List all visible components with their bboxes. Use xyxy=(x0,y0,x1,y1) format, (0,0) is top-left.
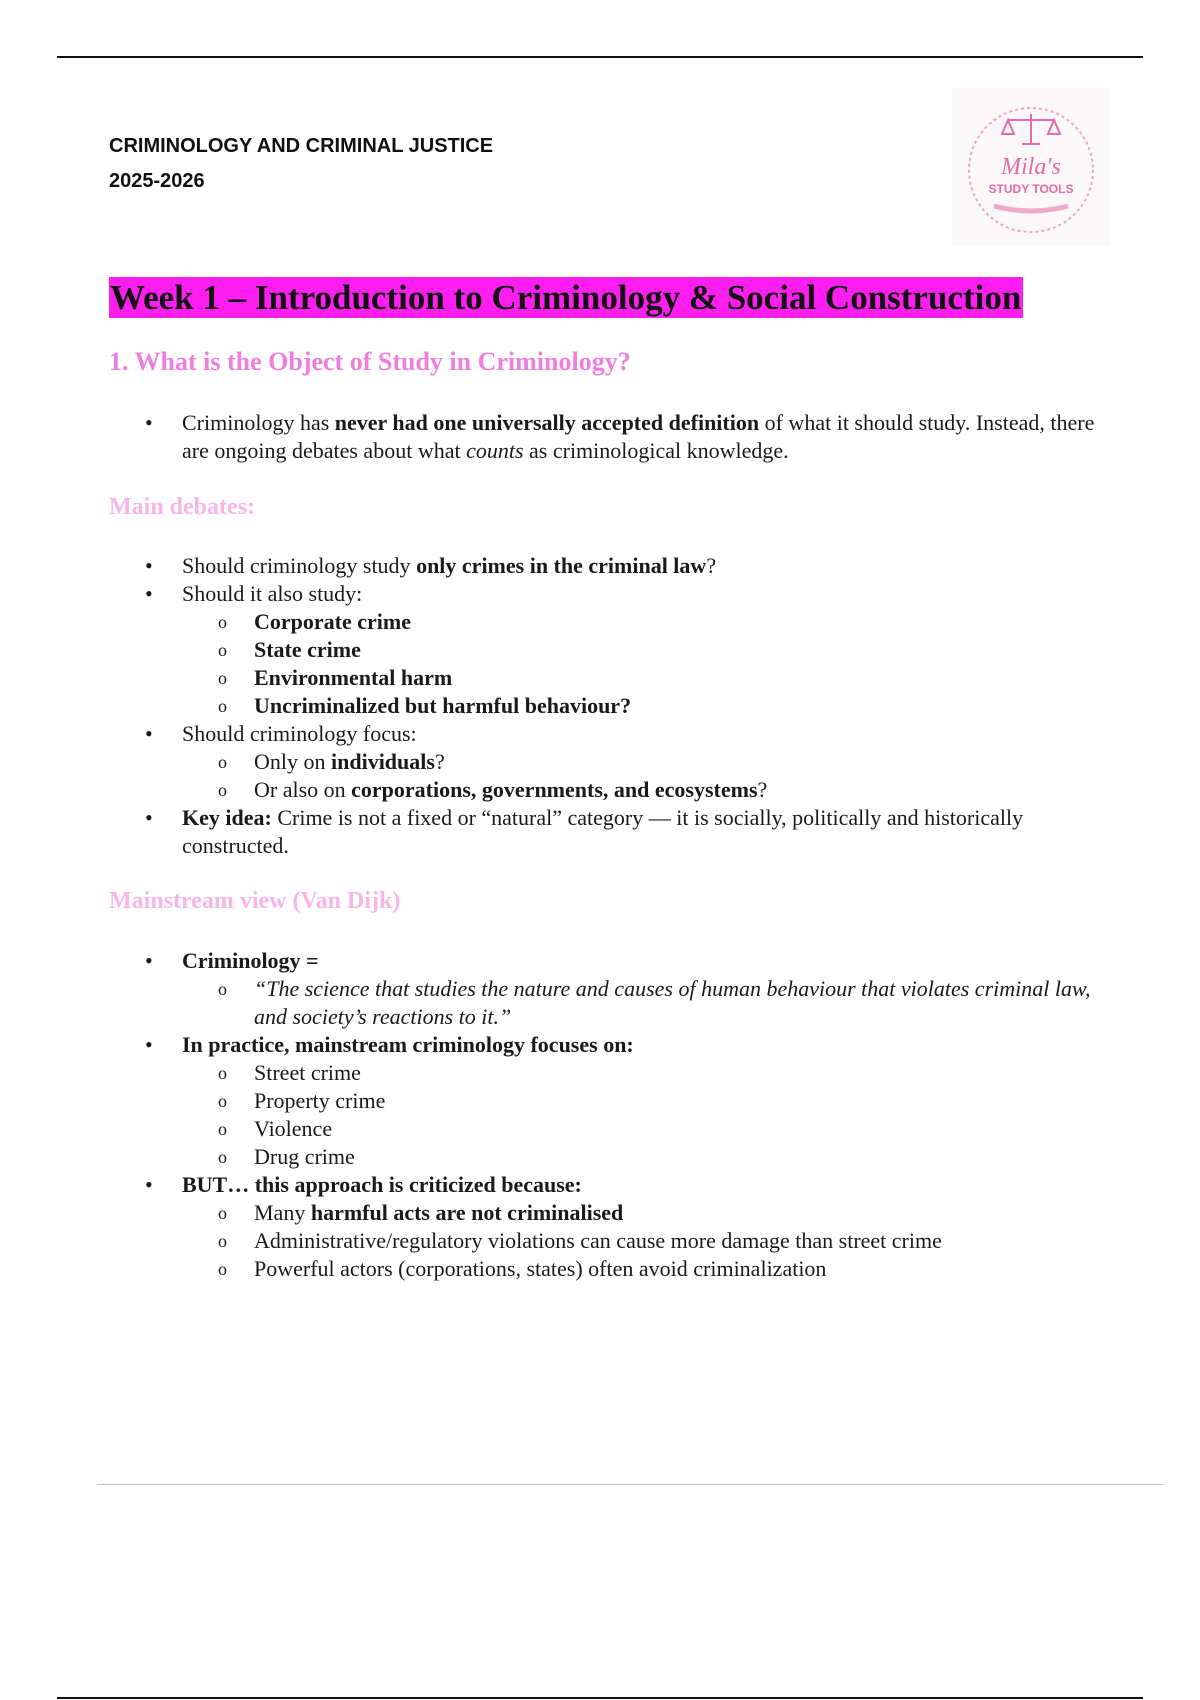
logo-tagline: STUDY TOOLS xyxy=(988,182,1074,196)
definition-quote: o “The science that studies the nature and causes of human behaviour that violates criminal law, and society’s reactions to it.” xyxy=(145,975,1125,1031)
course-title: CRIMINOLOGY AND CRIMINAL JUSTICE xyxy=(109,135,494,157)
bottom-rule xyxy=(57,1697,1143,1699)
list-subitem: o Uncriminalized but harmful behaviour? xyxy=(145,692,1125,720)
list-subitem: o Powerful actors (corporations, states) often avoid criminalization xyxy=(145,1255,1125,1283)
list-item: • Criminology has never had one universally accepted definition of what it should study. Instead, there are ongoing debates about what counts as criminological knowledge. xyxy=(145,409,1125,465)
mainstream-list xyxy=(145,947,1125,1283)
list-item-key-idea: • Key idea: Crime is not a fixed or “natural” category — it is socially, politically and historically constructed. xyxy=(145,804,1125,860)
list-subitem: o Many harmful acts are not criminalised xyxy=(145,1199,1125,1227)
list-item: • Criminology = xyxy=(145,947,1125,975)
section-heading-object-of-study: 1. What is the Object of Study in Criminology? xyxy=(109,347,631,376)
subheading-mainstream-view: Mainstream view (Van Dijk) xyxy=(109,888,401,914)
list-subitem: o Only on individuals? xyxy=(145,748,1125,776)
list-item: • Should criminology study only crimes in the criminal law? xyxy=(145,552,1125,580)
subheading-main-debates: Main debates: xyxy=(109,494,255,520)
logo-name: Mila's xyxy=(1001,154,1061,180)
list-subitem: o State crime xyxy=(145,636,1125,664)
list-item: • BUT… this approach is criticized because: xyxy=(145,1171,1125,1199)
list-subitem: o Street crime xyxy=(145,1059,1125,1087)
list-subitem: o Violence xyxy=(145,1115,1125,1143)
academic-year: 2025-2026 xyxy=(109,170,205,192)
list-subitem: o Or also on corporations, governments, and ecosystems? xyxy=(145,776,1125,804)
list-subitem: o Drug crime xyxy=(145,1143,1125,1171)
top-rule xyxy=(57,56,1143,58)
study-tools-logo xyxy=(952,88,1110,246)
week-title: Week 1 – Introduction to Criminology & Social Construction xyxy=(110,278,1022,317)
debates-list xyxy=(145,552,1125,860)
list-item: • Should it also study: xyxy=(145,580,1125,608)
list-subitem: o Property crime xyxy=(145,1087,1125,1115)
list-subitem: o Corporate crime xyxy=(145,608,1125,636)
list-subitem: o Administrative/regulatory violations can cause more damage than street crime xyxy=(145,1227,1125,1255)
list-item: • In practice, mainstream criminology focuses on: xyxy=(145,1031,1125,1059)
footer-divider xyxy=(97,1484,1163,1485)
list-item: • Should criminology focus: xyxy=(145,720,1125,748)
list-subitem: o Environmental harm xyxy=(145,664,1125,692)
intro-paragraph xyxy=(145,409,1125,465)
